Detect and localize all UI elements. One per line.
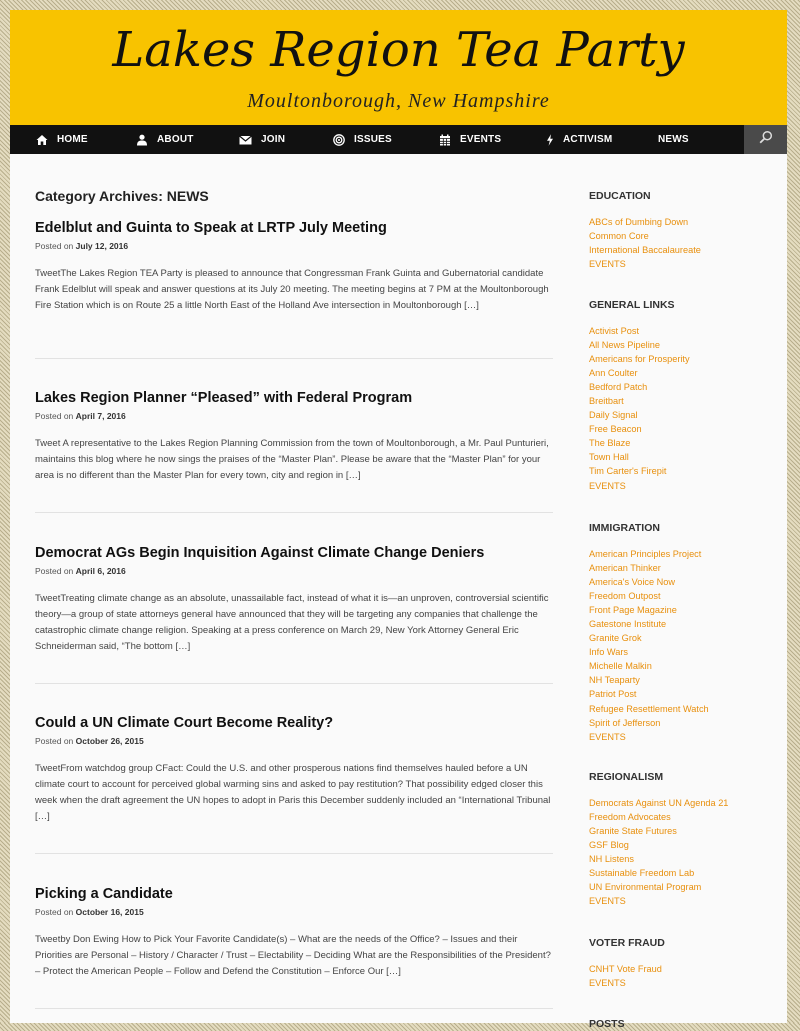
sidebar-link[interactable]: Free Beacon	[589, 424, 642, 435]
post-meta	[35, 907, 555, 918]
sidebar-link[interactable]: Bedford Patch	[589, 382, 648, 393]
target-icon	[333, 134, 345, 146]
widget-title: REGIONALISM	[589, 771, 664, 783]
nav-item-join[interactable]	[239, 125, 285, 154]
calendar-icon	[439, 134, 451, 146]
sidebar-link[interactable]: Granite Grok	[589, 633, 642, 644]
page-container	[10, 10, 787, 1030]
sidebar-link[interactable]: CNHT Vote Fraud	[589, 964, 662, 974]
widget-title: GENERAL LINKS	[589, 299, 675, 311]
sidebar-link[interactable]: The Blaze	[589, 438, 631, 449]
post-date[interactable]: July 12, 2016	[75, 241, 129, 251]
sidebar-link[interactable]: Gatestone Institute	[589, 619, 667, 630]
post-meta	[35, 566, 555, 577]
sidebar-link[interactable]: International Baccalaureate	[589, 245, 701, 256]
post-date[interactable]: April 6, 2016	[75, 566, 126, 576]
category-archive-title: Category Archives: NEWS	[35, 188, 209, 204]
post-excerpt: Tweetby Don Ewing How to Pick Your Favorite Candidate(s) – What are the needs of the Office? – Issues and their Priorities are Personal – History / Character / Trust – Electability – Deciding What are the Responsibilities of the President? – Protect the American People – Follow and Defend the Constitution – Enforce Our […]	[35, 934, 551, 977]
post-meta	[35, 736, 555, 747]
nav-item-activism[interactable]	[546, 125, 612, 154]
post-title[interactable]: Edelblut and Guinta to Speak at LRTP July Meeting	[35, 220, 387, 236]
post-item	[35, 885, 555, 980]
main-navigation	[10, 125, 787, 154]
widget-link-list	[589, 547, 779, 744]
posted-on-label: Posted on	[35, 566, 74, 576]
nav-item-home[interactable]	[36, 125, 88, 154]
post-item	[35, 714, 555, 825]
sidebar-link[interactable]: GSF Blog	[589, 840, 629, 851]
post-excerpt: TweetThe Lakes Region TEA Party is pleased to announce that Congressman Frank Guinta and Gubernatorial candidate Frank Edelblut will speak and answer questions at its July 20 meeting. The meeting begins at 7 PM at the Moultonborough Fire Station which is on Route 25 a little North East of the Holland Ave intersection in Moultonborough […]	[35, 268, 549, 311]
nav-label: EVENTS	[460, 134, 502, 145]
sidebar-link[interactable]: Refugee Resettlement Watch	[589, 703, 709, 714]
posted-on-label: Posted on	[35, 241, 74, 251]
sidebar-link[interactable]: Americans for Prosperity	[589, 354, 690, 365]
posted-on-label: Posted on	[35, 736, 74, 746]
widget-voter-fraud	[589, 937, 779, 990]
sidebar-link[interactable]: Freedom Outpost	[589, 591, 661, 602]
post-item	[35, 219, 555, 314]
post-title[interactable]: Could a UN Climate Court Become Reality?	[35, 715, 334, 731]
sidebar-link[interactable]: Michelle Malkin	[589, 661, 652, 672]
nav-label: NEWS	[658, 134, 689, 145]
post-excerpt: TweetFrom watchdog group CFact: Could the U.S. and other prosperous nations find themselves hauled before a UN climate court to account for perceived global warming sins and asked to pay restitution? That possibility edged closer this week when the draft agreement the UN hopes to adopt in Paris this December suddenly included an “International Tribunal […]	[35, 763, 551, 822]
post-date[interactable]: October 26, 2015	[75, 736, 144, 746]
person-icon	[136, 134, 148, 146]
nav-item-issues[interactable]	[333, 125, 392, 154]
post-divider	[35, 1008, 553, 1009]
sidebar-link[interactable]: Granite State Futures	[589, 826, 677, 837]
home-icon	[36, 134, 48, 146]
sidebar-link[interactable]: EVENTS	[589, 978, 626, 989]
post-title[interactable]: Democrat AGs Begin Inquisition Against Climate Change Deniers	[35, 545, 485, 561]
sidebar-link[interactable]: NH Teaparty	[589, 675, 640, 686]
post-divider	[35, 358, 553, 359]
post-date[interactable]: October 16, 2015	[75, 907, 144, 917]
sidebar-link[interactable]: Sustainable Freedom Lab	[589, 868, 695, 879]
sidebar-link[interactable]: American Thinker	[589, 563, 661, 574]
sidebar-link[interactable]: All News Pipeline	[589, 340, 660, 351]
sidebar-link[interactable]: ABCs of Dumbing Down	[589, 217, 689, 227]
nav-label: ACTIVISM	[563, 134, 613, 145]
posted-on-label: Posted on	[35, 411, 74, 421]
sidebar-link[interactable]: America's Voice Now	[589, 577, 676, 588]
lightning-icon	[546, 134, 554, 146]
site-subtitle: Moultonborough, New Hampshire	[247, 90, 550, 112]
nav-label: JOIN	[261, 134, 286, 145]
post-title[interactable]: Lakes Region Planner “Pleased” with Federal Program	[35, 390, 413, 406]
sidebar-link[interactable]: Town Hall	[589, 452, 629, 463]
sidebar-link[interactable]: Spirit of Jefferson	[589, 717, 661, 728]
post-meta	[35, 241, 555, 252]
widget-education	[589, 190, 779, 271]
nav-item-events[interactable]	[439, 125, 501, 154]
sidebar-link[interactable]: NH Listens	[589, 854, 634, 865]
post-excerpt: TweetTreating climate change as an absolute, unassailable fact, instead of what it is—an unproven, controversial scientific theory—a group of state attorneys general have announced that they will be targeting any companies that challenge the catastrophic climate change religion. Speaking at a press conference on March 29, New York Attorney General Eric Schneiderman said, “The bottom […]	[35, 593, 549, 652]
sidebar-link[interactable]: EVENTS	[589, 731, 626, 742]
widget-title: EDUCATION	[589, 190, 651, 202]
widget-posts	[589, 1018, 779, 1031]
sidebar-link[interactable]: Front Page Magazine	[589, 605, 677, 616]
post-divider	[35, 683, 553, 684]
widget-link-list	[589, 324, 779, 493]
widget-link-list	[589, 215, 779, 271]
post-item	[35, 544, 555, 655]
site-title[interactable]: Lakes Region Tea Party	[112, 22, 685, 78]
widget-regionalism	[589, 771, 779, 908]
post-divider	[35, 512, 553, 513]
sidebar-link[interactable]: Tim Carter's Firepit	[589, 466, 667, 477]
post-meta	[35, 411, 555, 422]
post-excerpt: Tweet A representative to the Lakes Region Planning Commission from the town of Moultonborough, a Mr. Paul Punturieri, maintains this blog where he now sings the praises of the “Master Plan”. Please be aware that the “Master Plan” for your area is no different than the Master Plan for every town, city and region in […]	[35, 438, 549, 481]
sidebar-link[interactable]: Democrats Against UN Agenda 21	[589, 798, 729, 808]
sidebar-link[interactable]: EVENTS	[589, 480, 626, 491]
widget-general-links	[589, 299, 779, 493]
sidebar-link[interactable]: Freedom Advocates	[589, 812, 671, 823]
widget-title: IMMIGRATION	[589, 522, 660, 534]
sidebar-link[interactable]: American Principles Project	[589, 549, 702, 559]
nav-item-about[interactable]	[136, 125, 194, 154]
post-title[interactable]: Picking a Candidate	[35, 886, 173, 902]
widget-title: VOTER FRAUD	[589, 937, 665, 949]
sidebar-link[interactable]: UN Environmental Program	[589, 882, 702, 893]
post-date[interactable]: April 7, 2016	[75, 411, 126, 421]
widget-title: POSTS	[589, 1018, 625, 1030]
sidebar-link[interactable]: Info Wars	[589, 647, 628, 658]
search-button[interactable]	[744, 125, 787, 154]
sidebar-link[interactable]: EVENTS	[589, 259, 626, 270]
sidebar-link[interactable]: Patriot Post	[589, 689, 637, 700]
search-icon	[759, 130, 773, 149]
posted-on-label: Posted on	[35, 907, 74, 917]
sidebar-link[interactable]: Common Core	[589, 231, 649, 242]
nav-label: ABOUT	[157, 134, 194, 145]
widget-link-list	[589, 962, 779, 990]
widget-link-list	[589, 796, 779, 908]
nav-item-news[interactable]	[658, 125, 689, 154]
nav-label: ISSUES	[354, 134, 392, 145]
site-header-banner	[10, 10, 787, 125]
sidebar-link[interactable]: Activist Post	[589, 326, 640, 336]
widget-immigration	[589, 522, 779, 744]
post-item	[35, 389, 555, 484]
sidebar-link[interactable]: EVENTS	[589, 896, 626, 907]
envelope-icon	[239, 134, 252, 146]
nav-label: HOME	[57, 134, 88, 145]
sidebar-link[interactable]: Breitbart	[589, 396, 624, 407]
sidebar-link[interactable]: Ann Coulter	[589, 368, 638, 379]
post-divider	[35, 853, 553, 854]
sidebar-link[interactable]: Daily Signal	[589, 410, 638, 421]
